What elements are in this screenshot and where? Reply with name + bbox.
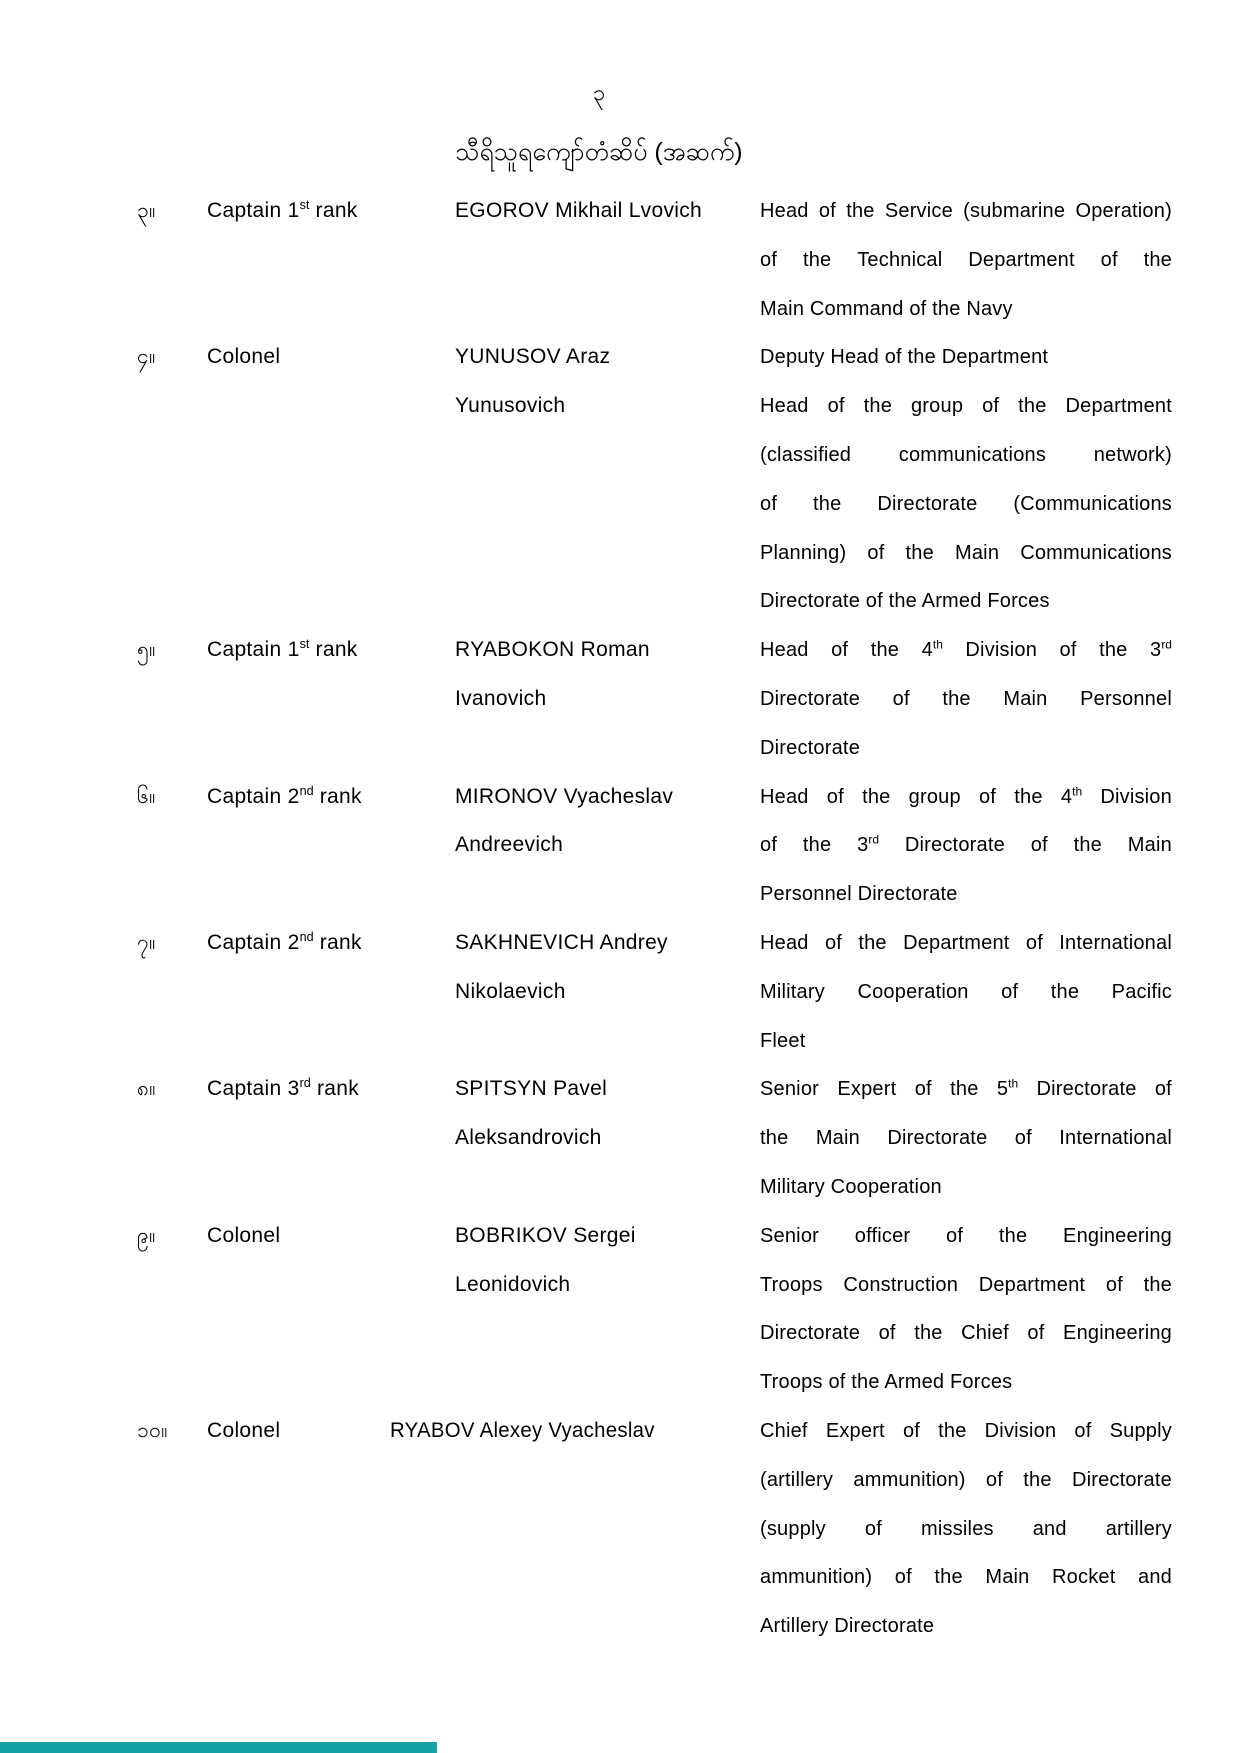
table-row <box>137 1065 1172 1211</box>
row-number: ၃။ <box>137 199 156 222</box>
position-cell: Head of the 4th Division of the 3rd Directorate of the Main Personnel Directorate <box>760 637 1172 759</box>
table-row <box>137 1407 1172 1651</box>
rank-cell: Captain 2nd rank <box>207 929 362 954</box>
name-cell: EGOROV Mikhail Lvovich <box>455 199 703 222</box>
progress-bar <box>0 1742 437 1753</box>
row-number: ၇။ <box>137 930 156 954</box>
position-cell: Head of the group of the 4th Division of the 3rd Directorate of the Main Personnel Directorate <box>760 783 1172 906</box>
name-cell: YUNUSOV Araz Yunusovich <box>455 345 611 418</box>
table-row <box>137 333 1172 626</box>
name-cell: MIRONOV Vyacheslav Andreevich <box>455 784 674 857</box>
name-cell: RYABOKON Roman Ivanovich <box>455 638 650 710</box>
row-number: ၄။ <box>137 345 156 369</box>
name-cell: BOBRIKOV Sergei Leonidovich <box>455 1223 636 1296</box>
row-number: ၁၀။ <box>137 1418 168 1442</box>
position-cell: Deputy Head of the Department Head of the group of the Department (classified communications network) of the Directorate (Communications Planning) of the Main Communications Directorate of the Armed Forces <box>760 346 1172 613</box>
position-cell: Senior Expert of the 5th Directorate of the Main Directorate of International Military Cooperation <box>760 1076 1172 1198</box>
rank-cell: Captain 3rd rank <box>207 1076 359 1101</box>
table-row <box>137 773 1172 919</box>
name-cell: SAKHNEVICH Andrey Nikolaevich <box>455 930 668 1003</box>
position-cell: Chief Expert of the Division of Supply (artillery ammunition) of the Directorate (supply of missiles and artillery ammunition) of the Main Rocket and Artillery Directorate <box>760 1419 1172 1638</box>
rank-cell: Colonel <box>207 345 281 369</box>
row-number: ၅။ <box>137 638 156 662</box>
rank-cell: Captain 2nd rank <box>207 783 362 808</box>
rank-cell: Colonel <box>207 1418 281 1442</box>
table-row <box>137 1212 1172 1407</box>
rank-cell: Captain 1st rank <box>207 198 358 222</box>
awardee-table <box>137 187 1172 1651</box>
row-number: ၈။ <box>137 1077 156 1101</box>
position-cell: Head of the Department of International Military Cooperation of the Pacific Fleet <box>760 931 1172 1052</box>
name-cell: RYABOV Alexey Vyacheslav <box>390 1418 655 1442</box>
name-cell: SPITSYN Pavel Aleksandrovich <box>455 1077 608 1150</box>
row-number: ၆။ <box>137 784 156 808</box>
table-row <box>137 919 1172 1065</box>
table-row <box>137 187 1172 333</box>
rank-cell: Colonel <box>207 1223 281 1247</box>
row-number: ၉။ <box>137 1223 156 1247</box>
rank-cell: Captain 1st rank <box>207 637 358 662</box>
position-cell: Senior officer of the Engineering Troops Construction Department of the Directorate of the Chief of Engineering Troops of the Armed Forces <box>760 1224 1172 1394</box>
page-number: ၃ <box>592 80 606 105</box>
document-title: သီရိသူရကျော်တံဆိပ် (အဆက်) <box>455 138 743 166</box>
table-row <box>137 626 1172 772</box>
position-cell: Head of the Service (submarine Operation) of the Technical Department of the Main Command of the Navy <box>760 200 1172 320</box>
